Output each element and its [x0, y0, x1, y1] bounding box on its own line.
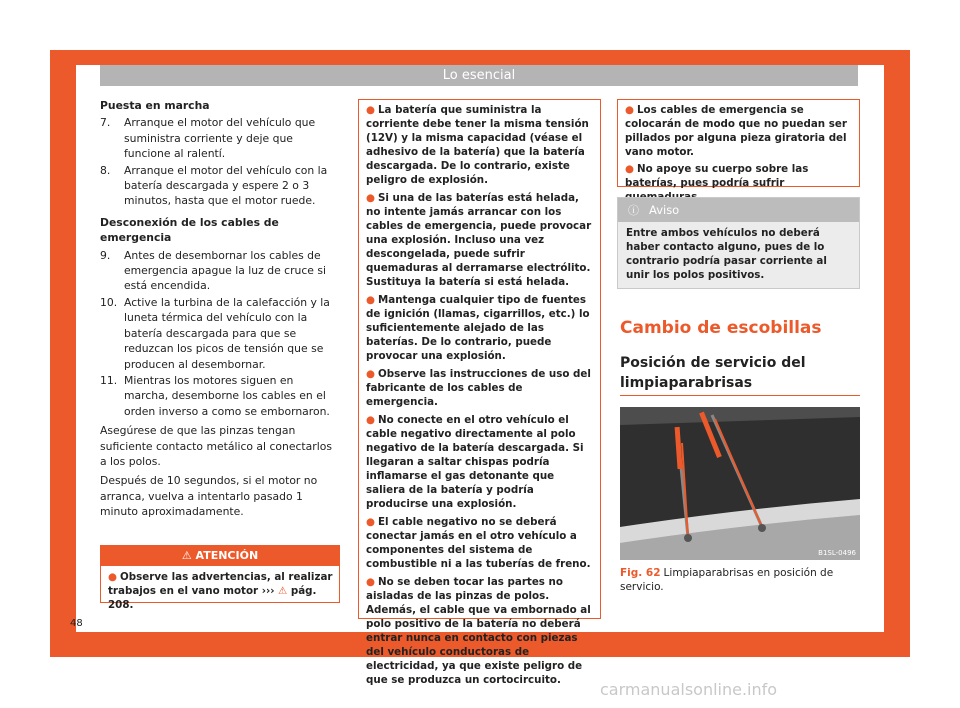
bullet-icon: ● — [366, 414, 375, 426]
bullet-text: El cable negativo no se deberá conectar jamás en el otro vehículo a componentes del sistema de combustible ni a las tuberías de freno. — [366, 516, 591, 570]
column-left — [100, 98, 340, 520]
bullet-icon: ● — [366, 576, 375, 588]
bullet-icon: ● — [108, 571, 117, 583]
paragraph-pinzas: Asegúrese de que las pinzas tengan suficiente contacto metálico al conectarlos a los polos. — [100, 424, 332, 468]
warning-header — [100, 545, 340, 566]
warning-body — [108, 570, 336, 612]
bullet-icon: ● — [366, 192, 375, 204]
bullet-icon: ● — [625, 104, 634, 116]
paragraph-segundos: Después de 10 segundos, si el motor no arranca, vuelva a intentarlo pasado 1 minuto aproximadamente. — [100, 474, 318, 519]
steps-list-1 — [100, 115, 340, 208]
warning-continuation-box — [358, 99, 601, 686]
bullet-icon: ● — [366, 368, 375, 380]
steps-list-2 — [100, 248, 340, 419]
step-text: Arranque el motor del vehículo con la batería descargada y espere 2 o 3 minutos, hasta que el motor ruede. — [124, 163, 328, 208]
step-number: 11. — [100, 373, 118, 387]
aviso-title: Aviso — [649, 203, 680, 217]
bullet-icon: ● — [366, 104, 375, 116]
bullet-text: Si una de las baterías está helada, no intente jamás arrancar con los cables de emergencia, puede provocar una explosión. Incluso una vez descongelada, puede sufrir quemaduras al derramarse electrólito. Sustituya la batería si está helada. — [366, 192, 592, 288]
list-item — [625, 103, 854, 159]
warning-page-ref[interactable]: pág. 208. — [108, 585, 317, 611]
step-text: Antes de desembornar los cables de emergencia apague la luz de cruce si está encendida. — [124, 248, 327, 293]
heading-desconexion: Desconexión de los cables de emergencia — [100, 215, 279, 245]
page-number: 48 — [70, 618, 83, 629]
list-item — [366, 515, 596, 571]
list-item — [366, 575, 596, 687]
step-number: 10. — [100, 295, 118, 309]
figure-label: Fig. 62 — [620, 567, 661, 579]
figure-code: B1SL-0496 — [818, 549, 856, 557]
figure-caption-text: Limpiaparabrisas en posición de servicio. — [620, 567, 834, 593]
bullet-icon: ● — [625, 163, 634, 175]
list-item — [366, 413, 596, 511]
wiper-service-position-figure — [620, 407, 860, 560]
bullet-text: Los cables de emergencia se colocarán de modo que no puedan ser pillados por alguna pieza giratoria del vano motor. — [625, 104, 847, 158]
step-number: 8. — [100, 163, 111, 177]
car-warning-icon: ⚠ — [278, 585, 288, 597]
windshield-illustration — [620, 407, 860, 560]
list-item — [100, 295, 340, 372]
bullet-icon: ● — [366, 516, 375, 528]
bullet-text: Mantenga cualquier tipo de fuentes de ignición (llamas, cigarrillos, etc.) lo suficientemente alejado de las baterías. De lo contrario, puede provocar una explosión. — [366, 294, 590, 362]
bullet-text: No apoye su cuerpo sobre las baterías, pues podría sufrir — [625, 163, 809, 189]
bullet-text: No se deben tocar las partes no aisladas de las pinzas de polos. Además, el cable que va embornado al polo positivo de la batería no deberá entrar nunca en contacto con piezas del vehículo conductoras de electricidad, ya que existe peligro de que se produzca un cortocircuito. — [366, 576, 591, 686]
warning-ref-arrows: ››› — [261, 585, 279, 597]
watermark: carmanualsonline.info — [600, 680, 778, 699]
warning-title: ATENCIÓN — [195, 549, 259, 562]
info-icon: ⓘ — [628, 204, 639, 217]
warning-icon: ⚠ — [181, 549, 196, 562]
warning-continuation-box-2 — [617, 99, 860, 187]
aviso-box — [617, 197, 860, 289]
warning-text: Observe las advertencias, al realizar trabajos en el vano motor — [108, 571, 333, 597]
list-item — [100, 373, 340, 419]
header-title: Lo esencial — [100, 65, 858, 86]
list-item — [100, 163, 340, 209]
step-text: Active la turbina de la calefacción y la luneta térmica del vehículo con la batería descargada para que se reduzcan los picos de tensión que se producen al desembornar. — [124, 295, 330, 371]
list-item — [366, 191, 596, 289]
bullet-text: Observe las instrucciones de uso del fabricante de los cables de emergencia. — [366, 368, 591, 408]
step-text: Arranque el motor del vehículo que suministra corriente y deje que funcione al ralentí. — [124, 116, 316, 161]
bullet-icon: ● — [366, 294, 375, 306]
subsection-title: Posición de servicio del limpiaparabrisas — [620, 355, 806, 391]
bullet-text: La batería que suministra la corriente debe tener la misma tensión (12V) y la misma capacidad (véase el adhesivo de la batería) que la batería descargada. De lo contrario, existe peligro de explosión. — [366, 104, 589, 186]
heading-puesta-en-marcha: Puesta en marcha — [100, 99, 210, 112]
list-item — [100, 248, 340, 294]
step-text: Mientras los motores siguen en marcha, desemborne los cables en el orden inverso a como se embornaron. — [124, 373, 330, 418]
aviso-header — [618, 198, 859, 222]
aviso-text: Entre ambos vehículos no deberá haber contacto alguno, pues de lo contrario podría pasar corriente al unir los polos positivos. — [626, 227, 827, 281]
column-right — [617, 99, 860, 187]
section-title: Cambio de escobillas — [620, 318, 822, 338]
list-item — [366, 367, 596, 409]
step-number: 7. — [100, 116, 111, 130]
bullet-text: No conecte en el otro vehículo el cable negativo directamente al polo negativo de la batería descargada. Si llegaran a saltar chispas podría inflamarse el gas detonante que saliera de la batería y podría producirse una explosión. — [366, 414, 584, 510]
step-number: 9. — [100, 248, 111, 262]
list-item — [366, 103, 596, 187]
list-item — [100, 115, 340, 161]
subsection-divider — [620, 395, 860, 396]
figure-caption — [620, 566, 860, 594]
list-item — [366, 293, 596, 363]
